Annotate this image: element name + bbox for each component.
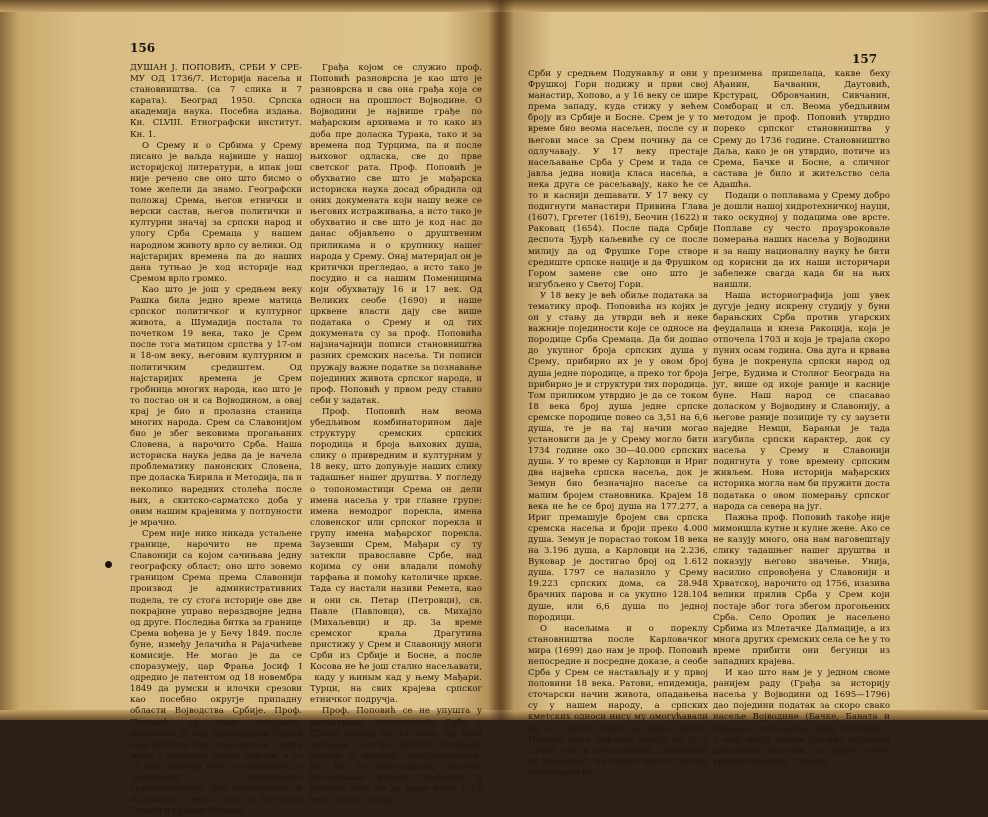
right-page-column-1 bbox=[528, 69, 708, 778]
paragraph: Проф. Поповић нам веома убедљивом комбинаторином даје структуру сремских српских породица и броја њихових душа, слику о привредним и културним у 18 веку, што допуњује наших слику тадашњег нашег друштва. У погледу о топономастици Срема он дели имена насеља у три главне групе: имена немодрог порекла, имена словенског или српског порекла и групу имена мађарског порекла. Заузевши Срем, Мађари су ту затекли православне Србе, над којима су они владали помоћу тарфања и помоћу католичке цркве. Тада су настали називи Ремета, као и они св. Петар (Петровци), св. Павле (Павловци), св. Михајло (Михаљевци) и др. За време сремског краља Драгутина пристижу у Срем и Славонију многи Срби из Србије и Босне, а после Косова не ће још стално насељавати, каду у њиным кад у њему Мађари. Турци, на свих крајева српског етничког подручја. bbox=[310, 406, 482, 706]
review-heading: ДУШАН Ј. ПОПОВИЋ, СРБИ У СРЕ- МУ ОД 1736/7. Историја насеља и становништва. (са 7 слика и 7 карата). Београд 1950. Српска академија наука. Посебна издања. Кн. CLVIII. Етнографски институт. Кн. 1. bbox=[130, 63, 302, 140]
paragraph: О насељима и о пореклу становништва после Карловачког мира (1699) дао нам је проф. Поповић непосредне и посредне доказе, а сеобе Срба у Срем се настављају и у првој половини 18 века. Ратови, епидемија, сточарски начин живота, опадањења су у нашем народу, а српских кметских односи нису му омогућавали да се стално леже за једно место. Пример села Лаћарка казује да су у Срему чак и претстизали „пришелци из Хрватске“, на Бачке, што се све да установити из bbox=[528, 623, 708, 778]
paragraph: Грађа којом се служио проф. Поповић разноврсна је као што је разноврсна и сва она грађа која се односи на прошлост Војводине. О Војводини је највише грађе по мађарским архивама и то како из доба пре доласка Турака, тако и за времена под Турцима, па и после њиховог одласка, све до прве светског рата. Проф. Поповић је обухватио све што је мађарска историска наука досад обрадила од оних докумената који нашу веже се његових истраживања, а исто тако је обухватио и све што је код нас до данас објављено о друштвеним приликама и о крупнику нашег народа у Срему. Онај материјал он је критички прегледао, а исто тако је посудио и са нашим Поменицима који обухватају 16 и 17 век. Од Великих сеобе (1690) и наше црквене власти дају све више података о Срему и од тих докумената су за проф. Поповића најзначајнији пописи становништва разних сремских насеља. Ти пописи пружају важне податке за познавање појединих живота српског народа, и проф. Поповић у првом реду ставио себи у задатак. bbox=[310, 63, 482, 406]
paragraph: Подаци о поплавама у Срему добро је дошли нашој хидротехничкој науци, тако оскудној у подацима ове врсте. Поплаве су често проузроковале померања наших насеља у Војводини и за нашу националну науку ће бити од корисни да их наши историчари забележе свагда када би на њих наишли. bbox=[713, 191, 890, 290]
page-number-left: 156 bbox=[130, 41, 156, 55]
paragraph: Срем није нико никада устаљене границе, нарочито не према Славонији са којом сачињава једну географску област; оно што зовемо границом Срема према Славонији производ је административних подела, те су стога историје ове две покрајине управо нераздвојне једна од друге. Последња битка за границе Срема вођена је у Бечу 1849. после буне, између Јелачића и Рајачићеве комисије. Не могао је да се споразумеју, цар Фрања Јосиф I одредио је патентом од 18 новембра 1849 да румски и илочки срезови као посебно округје припадну области Војводства Србије. Проф. Поповић са свим исправно, обухватио је под територијом Срема онај простор који под именом Срема живи у схватању нашег народа, а то су оне границе које се поклапају са границама карловачке архиепископије, без винковачког и жупањског среза, али са Осечким Пољем и градом Осеком. bbox=[130, 528, 302, 817]
paragraph: презимена пришелаца, какве беху Ађанин, Бачванин, Даутовић, Крстурац, Обровчанин, Сивчанин, Сомборац и сл. Веома убедљивим методом је проф. Поповић утврдио пореко српског становништва у Срему до 1736 године. Становништво Даља, како је он утврдио, потиче из Срема, Бачке и Босне, а сличног састава је било и житељство села Адашћа. bbox=[713, 69, 890, 190]
book-gutter bbox=[488, 0, 514, 720]
paragraph: И као што нам је у једном своме ранијем раду (Грађа за историју насеља у Војводини од 1695—1796) дао поједини податак за скоро свако насеље Војводине (Бачке, Баната и Барање), тако нам је проф. Поповић и у овој својој књизи пружио поједини драгоцени податак за скоро свако сремско насеље. У свима bbox=[713, 668, 890, 767]
page-number-right: 157 bbox=[852, 52, 878, 66]
left-page-column-1 bbox=[130, 63, 302, 817]
paragraph: Као што је још у средњем веку Рашка била једно време матица српског политичког и културног живота, а Шумадија постала то почетком 19 века, тако је Срем после тога матицом српства у 17-ом и 18-ом веку, његовим културним и политичким средиштем. Од најстаријих времена је Срем гробница многих народа, као што је то постао он и са Војводином, а овај крај је био и пролазна станица многих народа. Срем са Славонијом био је збег вековима прогањаних Словена, а нарочито Срба. Наша историска наука једва да је начела проблематику панонских Словена, пре доласка Ћирила и Методија, па и неколико наредних столећа после њих, а скитско-сарматско доба у овим нашим крајевима у потпуности је мрачно. bbox=[130, 284, 302, 528]
paragraph: Пажња проф. Поповић такође није мимоишла кутне и кулне жене. Ако се не казују много, она нам наговештају слику тадашњег нашег друштва и показују његово значење. Унија, насилно спровођена у Славонији и Хрватској, нарочито од 1756, изазива велики прилив Срба у Срем који постаје због тога збегом прогоњених Срба. Село Оролик је насељено Србима из Млетачке Далмације, а из многа других сремских села се ће у то време прибити они бегунци из западних крајева. bbox=[713, 512, 890, 667]
margin-dot-mark bbox=[105, 561, 112, 568]
left-page-column-2 bbox=[310, 63, 482, 806]
paragraph: Наша историографија још увек дугује једну искрену студију у буни барањских Срба против угарских феудалаца и кнеза Ракоција, која је отпочела 1703 и која је трајала скоро пуних осам година. Ова дуга и крвава буна је покренула српски народ од Јегре, Будима и Столног Београда на југ, више од икоје раније и каснијe буне. Наш народ се спасавао доласком у Војводину и Славонију, а његове раније позиције ту су заузети наједне Немци, Бараньи је тада изгубила српски карактер, док су насеља у Срему и Славонији подигнута у тове времену српским живљем. Нова историја мађарских историка могла нам би пружити доста података о овом померању српског народа са севера на југ. bbox=[713, 290, 890, 512]
right-page-column-2 bbox=[713, 69, 890, 767]
paragraph: О Срему и о Србима у Срему писано је ваљда највише у нашој историјској литератури, а ипак још није речено све оно што бисмо о томе желели да знамо. Географски положај Срема, његов етнички и верски састав, његов политички и културни значај за српски народ и улогу Срба Сремаца у нашем народном животу врло су велики. Од најстаријих времена па до наших дана тутњао је ход историје над Сремом врло громко. bbox=[130, 140, 302, 284]
paragraph: Срби у средњем Подунављу и они у Фрушкој Гори подижу и први свој манастир, Хопово, а у 16 веку се шире према западу, куда стижу у већем броју из Србије и Босне. Срем је у то време био веома насељен, после су и његови масе за Срем почињу да се одлучавају. У 17 веку престаје насељавање Срба у Срем и тада се јавља једна новија класа насеља, а нека друга се расељавају, како ће се то и каснији дешавати. У 17 веку су подигнути манастири Привина Глава (1607), Гргетег (1619), Беочин (1622) и Раковац (1654). После пада Србије деспота Ђурђ каљевиће су се после милију да од Фрушке Горе створе средиште српске нације и да Фрушком Гором замене све оно што је изгубљено у Светој Гори. bbox=[528, 69, 708, 290]
paragraph: У 18 веку је већ обиље података за тематику проф. Поповића из којих је он у стању да утврди већ и неке важније појединости које се односе на породице Срба Сремаца. Да би дошао до укупног броја српских душа у Срему, прибирио их је у овом број душа једне породице, а преко тог броја прибирио је и структури тих породица. Том приликом утврдио је да се током 18 века број душа једне српске сремске породице повео са 3,51 на 6,6 душа, те је на тај начин могао установити да је у Срему могло бити 1734 године око 30—40.000 српских душа. У то време су Карловци и Ириг два највећа српска насеља, док је Земун био безначајно насеље са малим бројем становника. Крајем 18 века не ће се број душа на 177.277, а Ириг премашује бројем сва српска сремска насеља и броји преко 4.000 душа. Земун је порастао током 18 века на 3.196 душа, а Карловци на 2.236, Вуковар је достигао број од 1.612 душа. 1797 се налазило у Срему 19.223 српских дома, са 28.948 брачних парова и са укупно 128.104 душе, или 6,6 душа по једној породици. bbox=[528, 290, 708, 623]
paragraph: Проф. Поповић се не упушта у разматрање етногенезије Срба у Срему раније од 14 века, од кога времена постоје научно утврђени докази о његовог етногенезијамм, јер би то претстављао посебно постављање новове проблеме и решење тако им да мање руке. У 15 веку осетно јачају bbox=[310, 706, 482, 806]
